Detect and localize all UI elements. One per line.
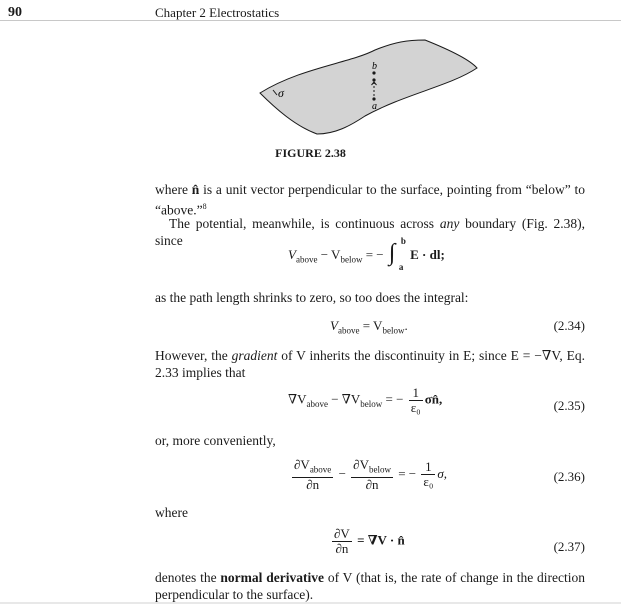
eq-symbol: = −: [382, 391, 404, 407]
eq-symbol: = ∇V · n̂: [357, 532, 405, 548]
emphasis-gradient: gradient: [231, 348, 278, 363]
equation-number-2-35: (2.35): [553, 398, 585, 413]
paragraph-where: where: [155, 505, 188, 520]
equation-integral: [288, 236, 445, 272]
paragraph-unit-vector: [155, 181, 585, 219]
equation-2-35: [288, 386, 442, 415]
text-run: denotes the: [155, 570, 221, 585]
point-a-label: a: [372, 101, 377, 112]
fraction-one-over-epsilon: $\frac{1}{\text{ε₀}}$: [423, 459, 434, 490]
emphasis-any: any: [439, 216, 460, 231]
eq-subscript: below: [340, 254, 363, 265]
page-number: 90: [8, 5, 22, 20]
eq-symbol: σ,: [437, 465, 448, 481]
charged-surface: [260, 40, 477, 134]
integral-upper-limit: b: [400, 236, 406, 246]
eq-subscript: above: [306, 399, 328, 410]
eq-symbol: ∇V: [288, 391, 307, 407]
eq-symbol: −: [338, 465, 346, 481]
eq-symbol: σn̂,: [424, 391, 443, 407]
term-normal-derivative: normal derivative: [220, 570, 324, 585]
eq-symbol: = −: [362, 246, 384, 262]
paragraph-path-length: as the path length shrinks to zero, so too does the integral:: [155, 290, 469, 305]
eq-symbol: − ∇V: [327, 391, 361, 407]
equation-2-37: [330, 527, 405, 556]
fraction-dV-dn: $\frac{\partial V}{\partial n}$: [334, 526, 350, 556]
figure-caption: FIGURE 2.38: [275, 146, 346, 160]
paragraph-gradient: [155, 347, 585, 381]
equation-2-34: [330, 318, 408, 336]
eq-symbol: V: [330, 318, 338, 333]
eq-symbol: E · dl;: [410, 246, 445, 262]
eq-subscript: below: [382, 325, 405, 336]
sigma-label: σ: [278, 86, 284, 100]
figure-surface-diagram: [255, 38, 480, 138]
eq-subscript: below: [360, 399, 383, 410]
point-b-label: b: [372, 61, 377, 72]
chapter-title: Chapter 2 Electrostatics: [155, 5, 280, 20]
eq-subscript: above: [337, 325, 360, 336]
text-run: The potential, meanwhile, is continuous across: [169, 216, 440, 231]
paragraph-more-conveniently: or, more conveniently,: [155, 433, 276, 448]
text-run: where: [155, 182, 192, 197]
eq-symbol: .: [404, 318, 408, 333]
footnote-marker[interactable]: 8: [202, 202, 207, 211]
text-run: boundary (Fig. 2.38), since: [155, 216, 585, 248]
eq-symbol: = V: [359, 318, 383, 333]
eq-symbol: − V: [317, 246, 341, 262]
paragraph-potential-continuous: [155, 215, 585, 249]
text-run: of V inherits the discontinuity in E; since E = −∇V, Eq. 2.33 implies that: [155, 348, 585, 380]
paragraph-normal-derivative: [155, 569, 585, 603]
fraction-dV-below-dn: $\frac{\partial V_{below}}{\partial n}$: [353, 457, 391, 492]
eq-subscript: above: [295, 254, 318, 265]
fraction-dV-above-dn: $\frac{\partial V_{above}}{\partial n}$: [294, 457, 332, 492]
equation-number-2-37: (2.37): [553, 539, 585, 554]
text-run: is a unit vector perpendicular to the surface, pointing from “below” to “above.”: [155, 182, 586, 218]
text-run: of V (that is, the rate of change in the direction perpendicular to the surface).: [155, 570, 586, 602]
equation-number-2-36: (2.36): [553, 469, 585, 484]
equation-number-2-34: (2.34): [553, 318, 585, 333]
equation-2-36: [290, 458, 447, 492]
eq-symbol: V: [288, 246, 296, 262]
integral-lower-limit: a: [398, 262, 404, 272]
header-rule: [0, 20, 621, 21]
fraction-one-over-epsilon: $\frac{1}{\text{ε₀}}$: [410, 385, 421, 415]
text-run: However, the: [155, 348, 232, 363]
nhat-symbol: n̂: [191, 182, 200, 197]
eq-symbol: = −: [398, 465, 417, 481]
integral-sign: ∫ b a: [388, 236, 406, 272]
